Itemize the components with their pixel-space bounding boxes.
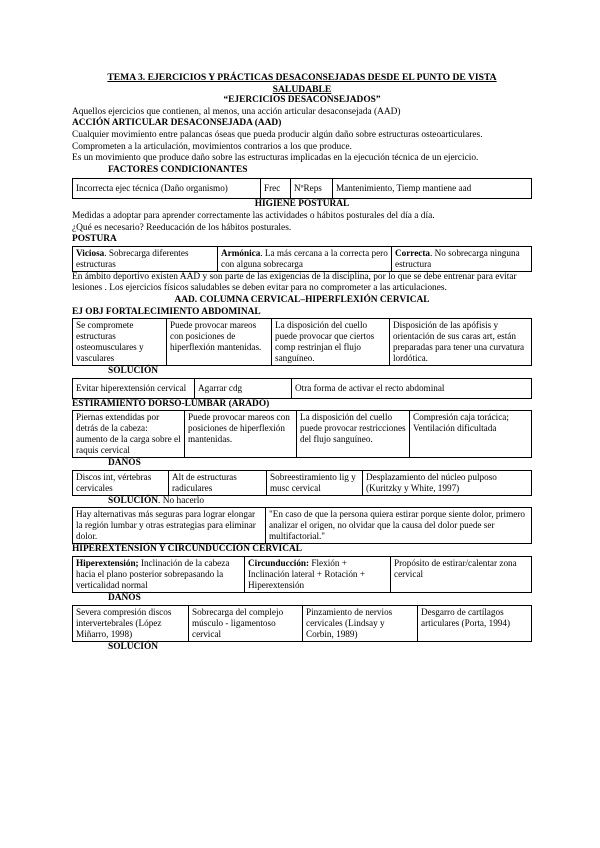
solucion-cell: Agarrar cdg [195, 378, 292, 398]
hiperext-table [72, 556, 532, 593]
higiene-text-2: ¿Qué es necesario? Reeducación de los hábitos posturales. [72, 222, 292, 233]
cervical-cell: Se compromete estructuras osteomusculares y vasculares [73, 319, 167, 366]
postura-cell [218, 246, 392, 271]
danos-cell: Alt de estructuras radiculares [169, 470, 267, 495]
solucion-cell: Evitar hiperextensión cervical [73, 378, 195, 398]
estiramiento-cell: Piernas extendidas por detrás de la cabeza: aumento de la carga sobre el raquis cervical [73, 411, 185, 458]
hiperext-term: Hiperextensión; [76, 558, 139, 569]
danos-cell: Pinzamiento de nervios cervicales (Lindsay y Corbin, 1989) [303, 605, 418, 641]
estiramiento-cell: Puede provocar mareos con posiciones de hiperflexión mantenidas. [185, 411, 297, 458]
cervical-cell: La disposición del cuello puede provocar que ciertos comp restrinjan el flujo sanguíneo. [272, 319, 390, 366]
danos-1-table [72, 470, 532, 496]
hiperext-desc: Flexión + Inclinación lateral + Rotación + Hiperextensión [248, 558, 365, 591]
cervical-cell: Disposición de las apófisis y orientación de sus caras art, están preparadas para tener una curvatura lordótica. [390, 319, 532, 366]
factores-table [72, 178, 532, 199]
danos-2-heading: DAÑOS [108, 593, 141, 604]
solucion-1-heading: SOLUCIÓN [108, 366, 159, 377]
danos-cell: Sobreestiramiento lig y musc cervical [267, 470, 363, 495]
hiperext-desc: Propósito de estirar/calentar zona cervical [394, 558, 517, 580]
hiperext-cell [245, 557, 391, 593]
danos-cell: Desplazamiento del núcleo pulposo (Kuritzky y White, 1997) [363, 470, 532, 495]
aad-text-2: Es un movimiento que produce daño sobre las estructuras implicadas en la ejecución técnica de un ejercicio. [72, 153, 479, 164]
danos-cell: Sobrecarga del complejo músculo - ligamentoso cervical [189, 605, 303, 641]
cervical-cell: Puede provocar mareos con posiciones de hiperflexión mantenidas. [167, 319, 272, 366]
subtitle: “EJERCICIOS DESACONSEJADOS” [223, 95, 381, 106]
factores-cell: Incorrecta ejec técnica (Daño organismo) [73, 179, 261, 199]
estiramiento-heading: ESTIRAMIENTO DORSO-LUMBAR (ARADO) [72, 398, 270, 409]
postura-term: Viciosa [76, 247, 105, 258]
solucion-cell: Hay alternativas más seguras para lograr elongar la región lumbar y otras estrategias para eliminar dolor. [73, 508, 266, 544]
solucion-1-table [72, 378, 532, 399]
cervical-heading: AAD. COLUMNA CERVICAL–HIPERFLEXIÓN CERVICAL [174, 294, 430, 305]
hiperext-desc: Inclinación de la cabeza hacia el plano posterior sobrepasando la verticalidad normal [76, 558, 230, 591]
postura-desc: . No sobrecarga ninguna estructura [395, 247, 520, 269]
estiramiento-cell: La disposición del cuello puede provocar restricciones del flujo sanguíneo. [297, 411, 410, 458]
higiene-heading: HIGIENE POSTURAL [254, 199, 350, 210]
factores-heading: FACTORES CONDICIONANTES [108, 164, 248, 175]
danos-cell: Discos int, vértebras cervicales [73, 470, 169, 495]
postura-desc: . Sobrecarga diferentes estructuras [76, 247, 189, 269]
solucion-2-heading [108, 496, 532, 508]
postura-desc: . La más cercana a la correcta pero con alguna sobrecarga [221, 247, 388, 269]
ej-heading: EJ OBJ FORTALECIMIENTO ABDOMINAL [72, 306, 261, 317]
factores-cell: Frec [261, 179, 291, 199]
postura-term: Armónica [221, 247, 261, 258]
hiperext-cell [391, 557, 532, 593]
higiene-text-1: Medidas a adoptar para aprender correctamente las actividades o hábitos posturales del día a día. [72, 210, 435, 221]
aad-text: Cualquier movimiento entre palancas óseas que pueda producir algún daño sobre estructuras osteoarticulares. Comprometen a la articulación, movimientos contrarios a los que produce. [72, 129, 483, 152]
postura-table [72, 246, 532, 272]
danos-cell: Severa compresión discos intervertebrales (López Miñarro, 1998) [73, 605, 189, 641]
danos-1-heading: DAÑOS [108, 458, 141, 469]
cervical-table [72, 318, 532, 366]
document-page [72, 72, 532, 653]
solucion-3-heading: SOLUCIÓN [108, 641, 159, 652]
solucion-2-label: SOLUCIÓN [108, 495, 159, 506]
solucion-cell: "En caso de que la persona quiera estirar porque siente dolor, primero analizar el origen, no olvidar que la causa del dolor puede ser multifactorial." [266, 508, 532, 544]
hiperext-term: Circunducción: [248, 558, 310, 569]
solucion-2-suffix: . No hacerlo [158, 495, 205, 506]
deporte-text: En ámbito deportivo existen AAD y son parte de las exigencias de la disciplina, por lo que se debe entrenar para evitar lesiones . Los ejercicios físicos saludables se deben evitar para no comprometer a las articulaciones. [72, 271, 517, 294]
estiramiento-cell: Compresión caja torácica; Ventilación dificultada [410, 411, 532, 458]
danos-cell: Desgarro de cartílagos articulares (Porta, 1994) [418, 605, 532, 641]
postura-cell [392, 246, 532, 271]
aad-heading: ACCIÓN ARTICULAR DESACONSEJADA (AAD) [72, 118, 282, 129]
postura-heading: POSTURA [72, 234, 117, 245]
title-line-1: TEMA 3. EJERCICIOS Y PRÁCTICAS DESACONSEJADAS DESDE EL PUNTO DE VISTA [107, 72, 497, 83]
hiperext-heading: HIPEREXTENSIÓN Y CIRCUNDUCCIÓN CERVICAL [72, 544, 302, 555]
danos-2-table [72, 605, 532, 642]
solucion-cell: Otra forma de activar el recto abdominal [292, 378, 532, 398]
factores-cell: Mantenimiento, Tiemp mantiene aad [333, 179, 532, 199]
postura-term: Correcta [395, 247, 431, 258]
title-line-2: SALUDABLE [272, 83, 332, 95]
estiramiento-table [72, 410, 532, 458]
intro-text: Aquellos ejercicios que contienen, al menos, una acción articular desaconsejada (AAD) [72, 106, 401, 117]
factores-cell: NºReps [291, 179, 333, 199]
solucion-2-table [72, 507, 532, 544]
hiperext-cell [73, 557, 245, 593]
postura-cell [73, 246, 218, 271]
